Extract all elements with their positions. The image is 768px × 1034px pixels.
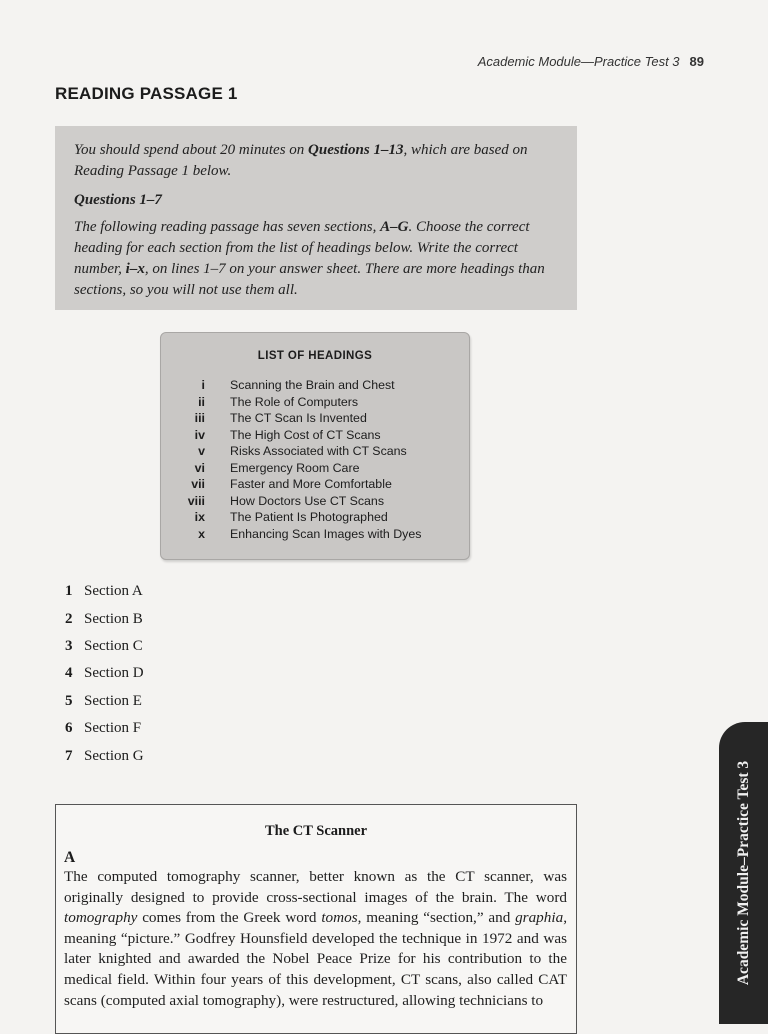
list-item xyxy=(161,377,469,394)
heading-text: Risks Associated with CT Scans xyxy=(230,444,407,459)
answer-number: 7 xyxy=(65,747,73,764)
heading-text: The Patient Is Photographed xyxy=(230,510,388,525)
term-tomos: tomos xyxy=(321,909,358,927)
answer-label: Section F xyxy=(84,720,142,737)
answer-label: Section G xyxy=(84,747,144,764)
instructions-intro xyxy=(74,140,559,182)
list-item xyxy=(161,410,469,427)
body-text: The following reading passage has seven sections, xyxy=(74,219,381,235)
paragraph-text: , meaning “picture.” Godfrey Hounsfield developed the technique in 1972 and was later knighted and awarded the Nobel Peace Prize for his contribution to the medical field. Within four years of this development, CT scans, also called CAT scans (computed axial tomography), were restructured, allowing technicians to xyxy=(64,909,567,1009)
answer-number: 1 xyxy=(65,583,73,600)
list-item xyxy=(161,394,469,411)
answer-label: Section D xyxy=(84,665,144,682)
intro-text-end: , which are based on Reading Passage 1 below. xyxy=(74,142,528,179)
body-sections-range: A–G xyxy=(380,219,409,235)
running-title: Academic Module—Practice Test 3 xyxy=(477,54,680,69)
body-text-end: , on lines 1–7 on your answer sheet. There are more headings than sections, so you will not use them all. xyxy=(74,261,545,298)
list-item xyxy=(161,427,469,444)
paragraph-text: The computed tomography scanner, better known as the CT scanner, was originally designed to provide cross-sectional images of the brain. The word xyxy=(64,868,567,906)
page-number: 89 xyxy=(689,54,704,69)
list-item xyxy=(161,443,469,460)
heading-text: Faster and More Comfortable xyxy=(230,477,392,492)
heading-text: Scanning the Brain and Chest xyxy=(230,378,395,393)
body-text-mid: . Choose the correct heading for each section from the list of headings below. Write the correct number, xyxy=(74,219,530,277)
paragraph-label: A xyxy=(64,849,76,866)
side-tab xyxy=(719,722,768,1024)
answer-number: 4 xyxy=(65,665,73,682)
paragraph-text: , meaning “section,” and xyxy=(357,909,516,927)
list-item xyxy=(161,526,469,543)
answer-line xyxy=(65,742,144,769)
answer-label: Section E xyxy=(84,692,142,709)
paragraph-text: comes from the Greek word xyxy=(137,909,322,927)
answer-line xyxy=(65,605,144,632)
list-item xyxy=(161,476,469,493)
list-item xyxy=(161,509,469,526)
heading-numeral: v xyxy=(198,444,205,459)
heading-text: Emergency Room Care xyxy=(230,460,360,475)
heading-numeral: ix xyxy=(194,510,205,525)
intro-questions-range: Questions 1–13 xyxy=(308,142,404,158)
term-graphia: graphia xyxy=(515,909,564,927)
answer-line xyxy=(65,715,144,742)
heading-numeral: i xyxy=(201,378,205,393)
answer-number: 2 xyxy=(65,610,73,627)
heading-numeral: ii xyxy=(198,394,205,409)
heading-numeral: x xyxy=(198,526,205,541)
intro-text: You should spend about 20 minutes on xyxy=(74,142,309,158)
answer-number: 6 xyxy=(65,720,73,737)
heading-numeral: vii xyxy=(191,477,205,492)
questions-heading: Questions 1–7 xyxy=(74,192,162,208)
instructions-body xyxy=(74,217,559,301)
side-tab-label: Academic Module–Practice Test 3 xyxy=(734,760,752,986)
heading-text: The CT Scan Is Invented xyxy=(230,411,367,426)
heading-numeral: iv xyxy=(194,427,205,442)
headings-title: LIST OF HEADINGS xyxy=(257,350,373,362)
instructions-box xyxy=(55,126,577,310)
answer-label: Section C xyxy=(84,637,143,654)
heading-text: How Doctors Use CT Scans xyxy=(230,493,385,508)
answer-line xyxy=(65,633,144,660)
heading-text: Enhancing Scan Images with Dyes xyxy=(230,526,422,541)
answer-line xyxy=(65,660,144,687)
heading-text: The High Cost of CT Scans xyxy=(230,427,381,442)
list-item xyxy=(161,493,469,510)
heading-list xyxy=(161,377,469,542)
list-item xyxy=(161,460,469,477)
answer-number: 3 xyxy=(65,637,73,654)
page-header xyxy=(478,54,704,69)
paragraph-a xyxy=(64,867,567,1011)
heading-numeral: viii xyxy=(187,493,205,508)
heading-numeral: iii xyxy=(194,411,205,426)
term-tomography: tomography xyxy=(64,909,138,927)
answer-line xyxy=(65,688,144,715)
answer-line xyxy=(65,578,144,605)
answer-number: 5 xyxy=(65,692,73,709)
heading-text: The Role of Computers xyxy=(230,394,359,409)
passage-title: The CT Scanner xyxy=(264,823,368,839)
passage-box xyxy=(55,804,577,1034)
heading-numeral: vi xyxy=(194,460,205,475)
answer-lines xyxy=(65,578,144,770)
answer-label: Section A xyxy=(84,583,143,600)
list-of-headings-box xyxy=(160,332,470,560)
body-numerals-range: i–x xyxy=(125,261,145,277)
section-title: READING PASSAGE 1 xyxy=(55,84,238,103)
answer-label: Section B xyxy=(84,610,143,627)
